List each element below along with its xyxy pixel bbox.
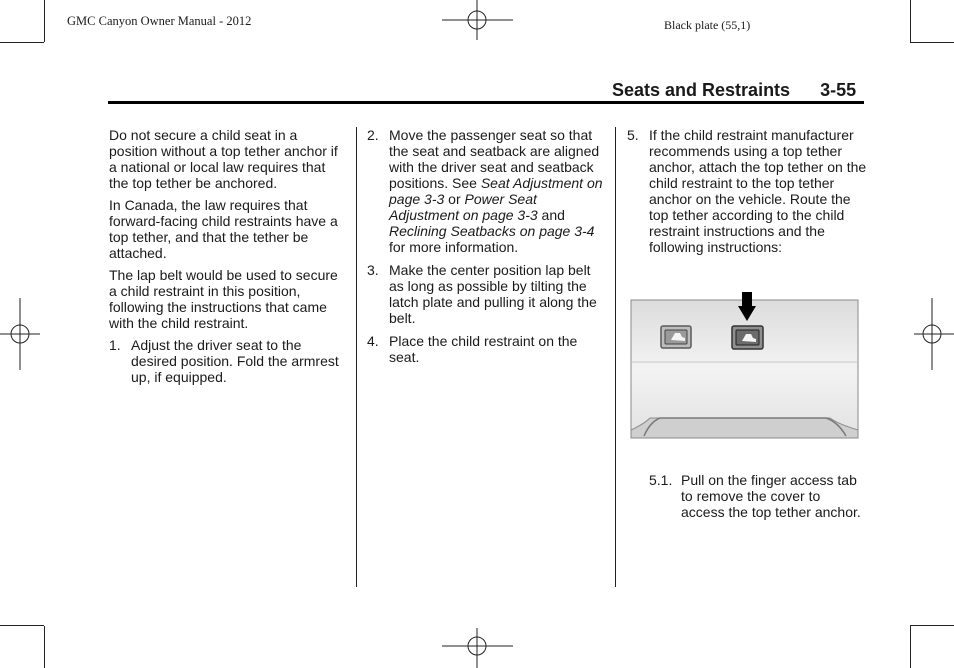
- crop-mark: [44, 626, 45, 668]
- section-title: Seats and Restraints: [612, 80, 791, 100]
- step-number: 2.: [367, 127, 379, 143]
- registration-mark-left: [0, 296, 42, 372]
- header-rule: [108, 101, 864, 104]
- column-3: [627, 127, 867, 262]
- registration-mark-bottom: [440, 626, 515, 668]
- crop-mark: [0, 625, 44, 626]
- step-number: 5.: [627, 127, 639, 143]
- step-1: [109, 337, 345, 385]
- crop-mark: [910, 0, 911, 42]
- cross-reference-link[interactable]: Reclining Seatbacks on page 3-4: [389, 223, 595, 239]
- plate-label: Black plate (55,1): [664, 18, 751, 32]
- crop-mark: [0, 42, 44, 43]
- column-1: [109, 127, 345, 392]
- step-2: [367, 127, 607, 255]
- step-5: [627, 127, 867, 255]
- paragraph: Do not secure a child seat in a position without a top tether anchor if a national or local law requires that the top tether be anchored.: [109, 127, 338, 191]
- step-text: for more information.: [389, 239, 519, 255]
- step-text: Adjust the driver seat to the desired position. Fold the armrest up, if equipped.: [131, 337, 339, 385]
- page-number: 3-55: [820, 80, 857, 100]
- paragraph: In Canada, the law requires that forward-facing child restraints have a top tether, and that the tether be attached.: [109, 197, 338, 261]
- step-text: Pull on the finger access tab to remove the cover to access the top tether anchor.: [681, 472, 861, 520]
- paragraph: The lap belt would be used to secure a child restraint in this position, following the instructions that came with the child restraint.: [109, 267, 338, 331]
- step-4: [367, 333, 607, 365]
- step-number: 5.1.: [649, 472, 673, 488]
- step-number: 3.: [367, 262, 379, 278]
- tether-anchor-illustration: [630, 290, 860, 442]
- tether-cover-right: [732, 326, 763, 349]
- step-text: or: [444, 191, 465, 207]
- step-text: Place the child restraint on the seat.: [389, 333, 578, 365]
- step-text: and: [537, 207, 565, 223]
- column-2: [367, 127, 607, 372]
- column-divider: [356, 127, 357, 587]
- substep-5-1: [649, 472, 864, 520]
- column-divider: [615, 127, 616, 587]
- step-text: Make the center position lap belt as long as possible by tilting the latch plate and pulling it along the belt.: [389, 262, 597, 326]
- tether-cover-left: [661, 326, 691, 348]
- cross-reference-link[interactable]: Power Seat Adjustment on page 3-3: [389, 191, 538, 223]
- crop-mark: [910, 626, 911, 668]
- step-text: If the child restraint manufacturer recommends using a top tether anchor, attach the top tether on the child restraint to the top tether anchor on the vehicle. Route the top tether according to the child restraint instructions and the following instructions:: [649, 127, 867, 255]
- section-heading: [612, 80, 856, 101]
- step-number: 4.: [367, 333, 379, 349]
- substep-block: [649, 472, 864, 520]
- crop-mark: [44, 0, 45, 42]
- crop-mark: [910, 42, 954, 43]
- cross-reference-link[interactable]: Seat Adjustment on page 3-3: [389, 175, 603, 207]
- step-number: 1.: [109, 337, 121, 353]
- step-3: [367, 262, 607, 326]
- registration-mark-right: [912, 296, 954, 372]
- registration-mark-top: [440, 0, 515, 42]
- manual-title: GMC Canyon Owner Manual - 2012: [67, 14, 252, 28]
- crop-mark: [910, 625, 954, 626]
- step-text: Move the passenger seat so that the seat and seatback are aligned with the driver seat and seatback positions. See: [389, 127, 600, 191]
